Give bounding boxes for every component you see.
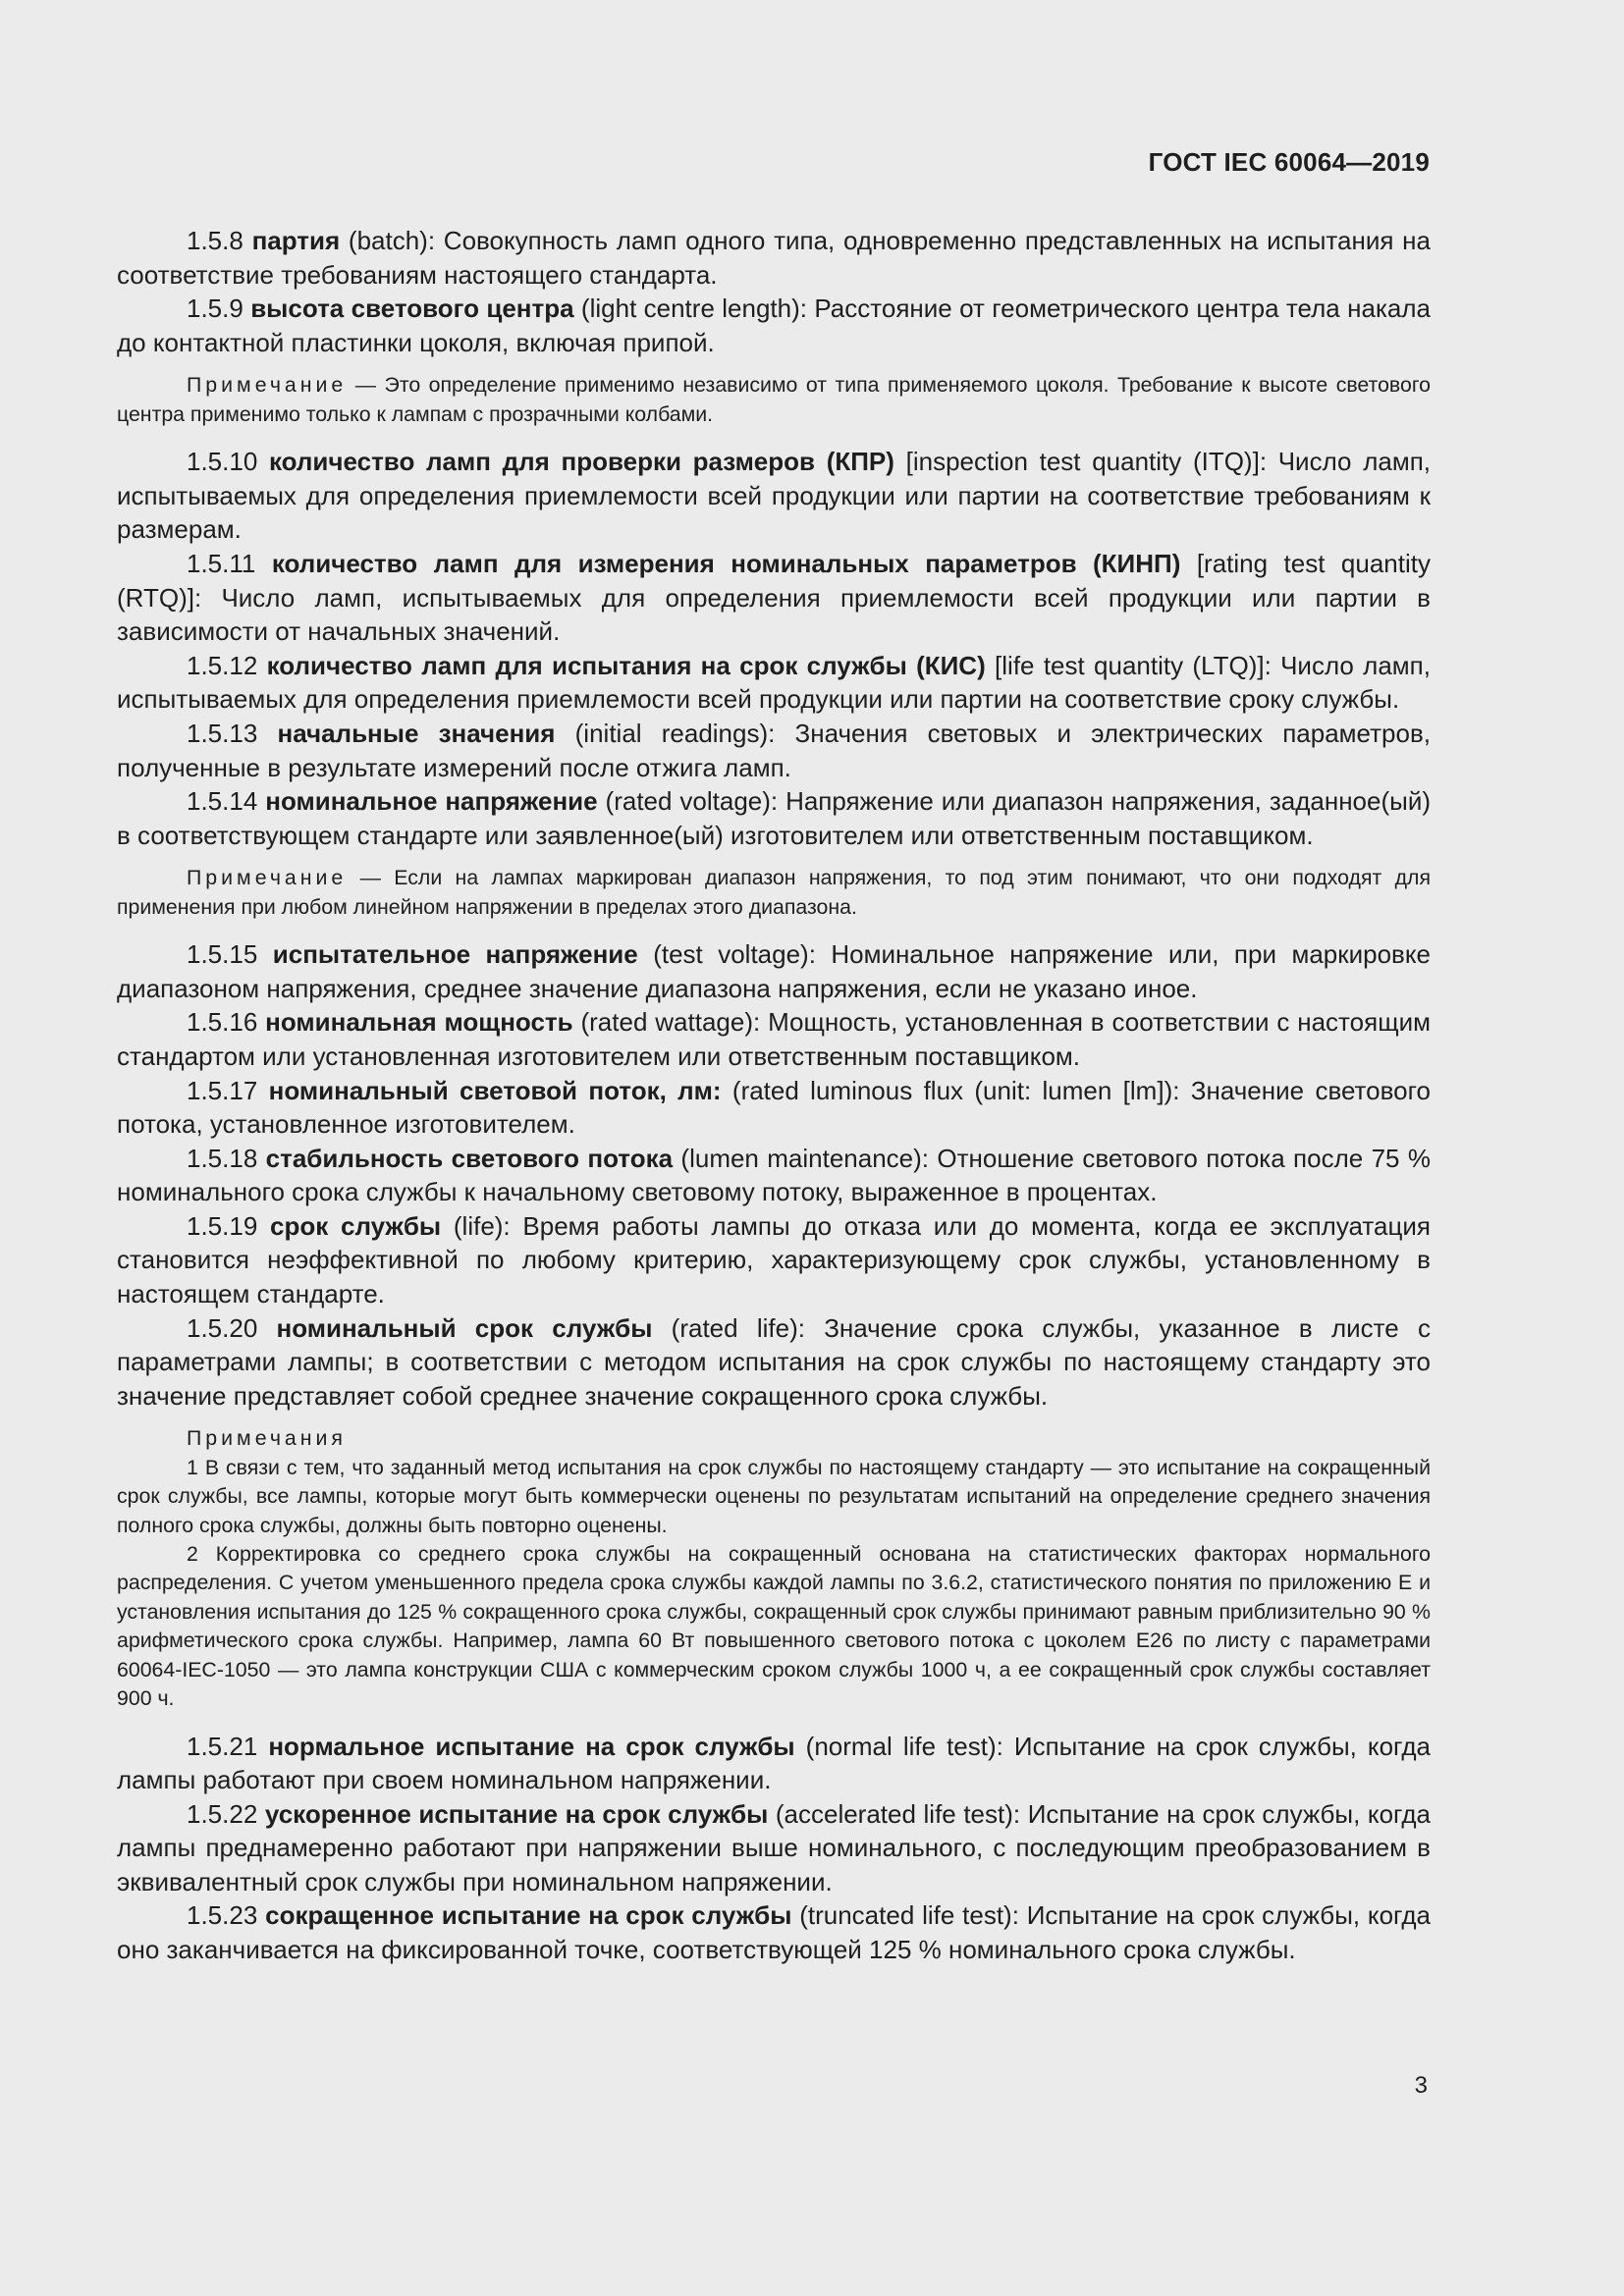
definition-1-5-20: 1.5.20 номинальный срок службы (rated life): Значение срока службы, указанное в листе с параметрами лампы; в соответствии с методом испытания на срок службы по настоящему стандарту это значение представляет собой среднее значение сокращенного срока службы. [117, 1312, 1431, 1411]
definition-1-5-12: 1.5.12 количество ламп для испытания на срок службы (КИС) [life test quantity (LTQ)]: Число ламп, испытываемых для определения приемлемости всей продукции или партии на соответствие сроку службы. [117, 650, 1431, 715]
definition-1-5-16: 1.5.16 номинальная мощность (rated wattage): Мощность, установленная в соответствии с настоящим стандартом или установленная изготовителем или ответственным поставщиком. [117, 1007, 1431, 1071]
page-number: 3 [1414, 2072, 1428, 2099]
note-light-centre: Примечание — Это определение применимо независимо от типа применяемого цоколя. Требование к высоте светового центра применимо только к лампам с прозрачными колбами. [117, 373, 1431, 426]
definition-1-5-17: 1.5.17 номинальный световой поток, лм: (rated luminous flux (unit: lumen [lm]): Значение светового потока, установленное изготовителем. [117, 1075, 1431, 1140]
notes-title: Примечания [187, 1426, 347, 1451]
definition-1-5-13: 1.5.13 начальные значения (initial readings): Значения световых и электрических параметров, полученные в результате измерений после отжига ламп. [117, 718, 1431, 782]
note-voltage-range: Примечание — Если на лампах маркирован диапазон напряжения, то под этим понимают, что они подходят для применения при любом линейном напряжении в пределах этого диапазона. [117, 866, 1431, 919]
document-code: ГОСТ IEC 60064—2019 [1148, 147, 1430, 177]
definition-1-5-9: 1.5.9 высота светового центра (light centre length): Расстояние от геометрического центра тела накала до контактной пластинки цоколя, включая припой. [117, 294, 1431, 357]
definition-1-5-10: 1.5.10 количество ламп для проверки размеров (КПР) [inspection test quantity (ITQ)]: Число ламп, испытываемых для определения приемлемости всей продукции или партии на соответствие требованиям к размерам. [117, 447, 1431, 545]
definition-1-5-18: 1.5.18 стабильность светового потока (lumen maintenance): Отношение светового потока после 75 % номинального срока службы к начальному световому потоку, выраженное в процентах. [117, 1143, 1431, 1207]
definition-1-5-23: 1.5.23 сокращенное испытание на срок службы (truncated life test): Испытание на срок службы, когда оно заканчивается на фиксированной точке, соответствующей 125 % номинального срока службы. [117, 1900, 1431, 1965]
document-body [117, 224, 1431, 1967]
definition-1-5-14: 1.5.14 номинальное напряжение (rated voltage): Напряжение или диапазон напряжения, заданное(ый) в соответствующем стандарте или заявленное(ый) изготовителем или ответственным поставщиком. [117, 786, 1431, 850]
note-item-1: 1 В связи с тем, что заданный метод испытания на срок службы по настоящему стандарту — это испытание на сокращенный срок службы, все лампы, которые могут быть коммерчески оценены по результатам испытаний на определение среднего значения полного срока службы, должны быть повторно оценены. [117, 1455, 1431, 1537]
definition-1-5-19: 1.5.19 срок службы (life): Время работы лампы до отказа или до момента, когда ее эксплуатация становится неэффективной по любому критерию, характеризующему срок службы, установленному в настоящем стандарте. [117, 1210, 1432, 1309]
definition-1-5-15: 1.5.15 испытательное напряжение (test voltage): Номинальное напряжение или, при маркировке диапазоном напряжения, среднее значение диапазона напряжения, если не указано иное. [117, 939, 1431, 1003]
definition-1-5-8: 1.5.8 партия (batch): Совокупность ламп одного типа, одновременно представленных на испытания на соответствие требованиям настоящего стандарта. [117, 226, 1431, 290]
definition-1-5-21: 1.5.21 нормальное испытание на срок службы (normal life test): Испытание на срок службы, когда лампы работают при своем номинальном напряжении. [117, 1731, 1431, 1795]
definition-1-5-11: 1.5.11 количество ламп для измерения номинальных параметров (КИНП) [rating test quantity (RTQ)]: Число ламп, испытываемых для определения приемлемости всей продукции или партии в зависимости от начальных значений. [117, 548, 1431, 647]
definition-1-5-22: 1.5.22 ускоренное испытание на срок службы (accelerated life test): Испытание на срок службы, когда лампы преднамеренно работают при напряжении выше номинального, с последующим преобразованием в эквивалентный срок службы при номинальном напряжении. [117, 1798, 1431, 1896]
note-item-2: 2 Корректировка со среднего срока службы на сокращенный основана на статистических факторах нормального распределения. С учетом уменьшенного предела срока службы каждой лампы по 3.6.2, статистического понятия по приложению Е и установления испытания до 125 % сокращенного срока службы, сокращенный срок службы принимают равным приблизительно 90 % арифметического срока службы. Например, лампа 60 Вт повышенного светового потока с цоколем Е26 по листу с параметрами 60064-IEC-1050 — это лампа конструкции США с коммерческим сроком службы 1000 ч, а ее сокращенный срок службы составляет 900 ч. [117, 1542, 1431, 1711]
